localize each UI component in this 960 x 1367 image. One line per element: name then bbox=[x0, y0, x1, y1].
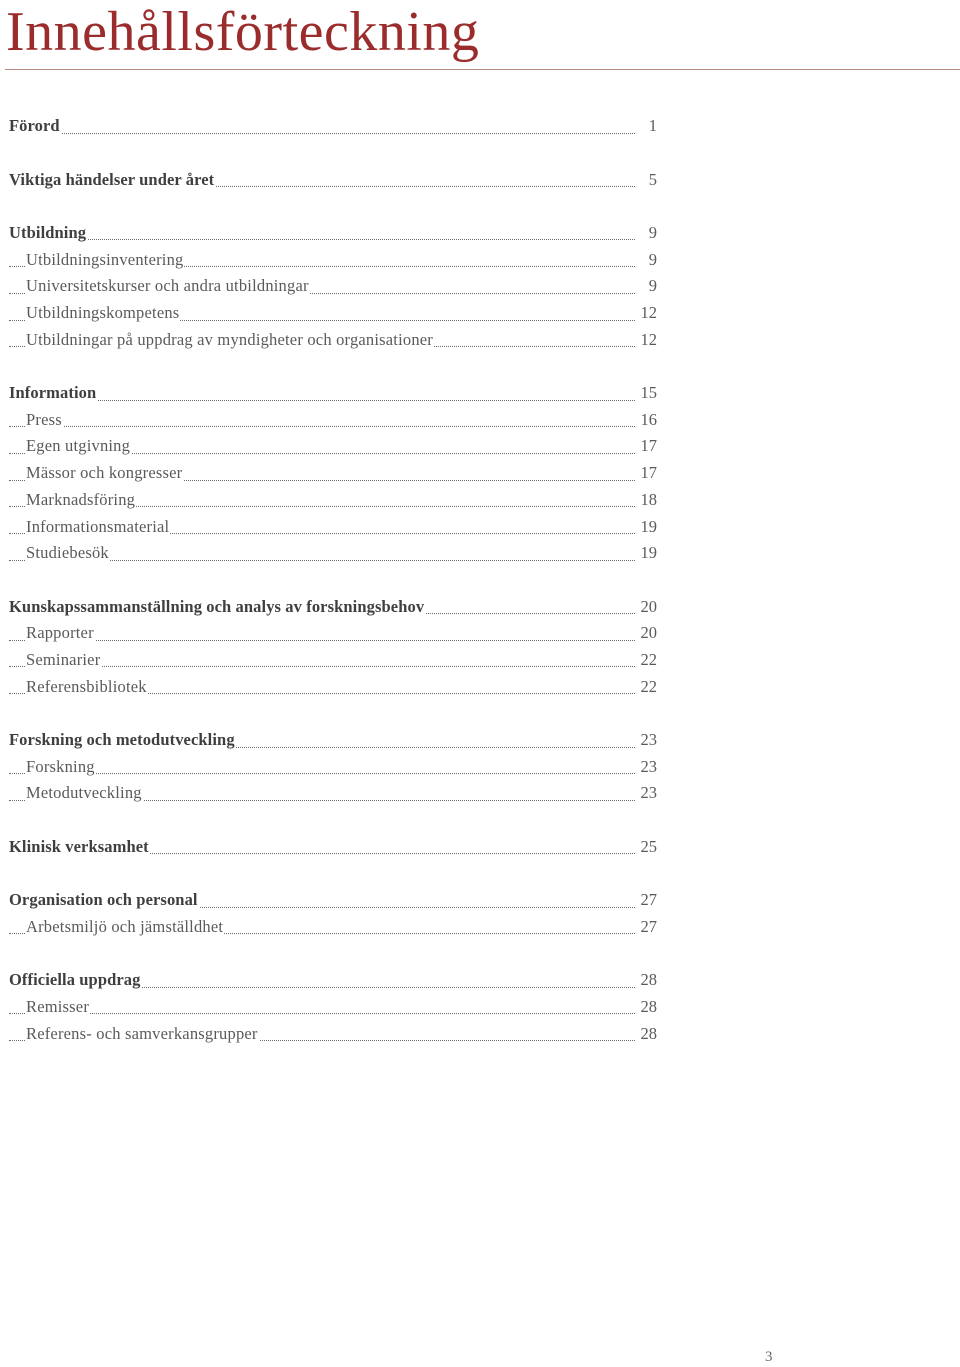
toc-entry-label: Mässor och kongresser bbox=[26, 463, 183, 483]
title-divider bbox=[5, 69, 960, 70]
toc-subentry[interactable] bbox=[0, 621, 657, 648]
toc-entry-page-number: 9 bbox=[648, 276, 657, 296]
toc-entry-label: Universitetskurser och andra utbildningar bbox=[26, 276, 309, 296]
dot-leader bbox=[9, 640, 635, 641]
toc-heading-entry[interactable] bbox=[0, 381, 657, 408]
page-title: Innehållsförteckning bbox=[6, 1, 480, 63]
toc-entry-page-number: 9 bbox=[648, 222, 657, 242]
toc-entry-page-number: 25 bbox=[640, 836, 657, 856]
toc-entry-label: Utbildningsinventering bbox=[26, 249, 184, 269]
toc-subentry[interactable] bbox=[0, 461, 657, 488]
dot-leader bbox=[9, 239, 635, 240]
toc-entry-label: Press bbox=[26, 409, 62, 429]
toc-entry-label: Egen utgivning bbox=[26, 436, 131, 456]
toc-entry-label: Viktiga händelser under året bbox=[9, 169, 215, 189]
toc-entry-page-number: 23 bbox=[640, 730, 657, 749]
dot-leader bbox=[9, 426, 635, 427]
toc-entry-page-number: 22 bbox=[640, 649, 657, 669]
toc-subentry[interactable] bbox=[0, 674, 657, 701]
toc-entry-label: Referens- och samverkansgrupper bbox=[26, 1023, 258, 1043]
toc-section bbox=[0, 728, 960, 808]
toc-section bbox=[0, 594, 960, 701]
toc-entry-page-number: 28 bbox=[640, 970, 657, 990]
toc-entry-label: Forskning bbox=[26, 756, 95, 776]
toc-subentry[interactable] bbox=[0, 755, 657, 782]
toc-entry-page-number: 20 bbox=[640, 596, 657, 616]
toc-subentry[interactable] bbox=[0, 915, 657, 942]
toc-entry-page-number: 22 bbox=[640, 676, 657, 696]
toc-entry-page-number: 28 bbox=[640, 1023, 657, 1043]
toc-subentry[interactable] bbox=[0, 541, 657, 568]
toc-heading-entry[interactable] bbox=[0, 167, 657, 194]
table-of-contents bbox=[0, 114, 960, 1075]
toc-heading-entry[interactable] bbox=[0, 221, 657, 248]
toc-entry-page-number: 5 bbox=[648, 169, 657, 189]
toc-subentry[interactable] bbox=[0, 488, 657, 515]
toc-subentry[interactable] bbox=[0, 648, 657, 675]
toc-section bbox=[0, 114, 960, 141]
toc-entry-page-number: 28 bbox=[640, 996, 657, 1016]
toc-entry-label: Klinisk verksamhet bbox=[9, 836, 149, 856]
toc-section bbox=[0, 968, 960, 1048]
toc-entry-label: Seminarier bbox=[26, 649, 101, 669]
toc-subentry[interactable] bbox=[0, 1021, 657, 1048]
toc-entry-page-number: 17 bbox=[640, 436, 657, 456]
dot-leader bbox=[9, 773, 635, 774]
toc-heading-entry[interactable] bbox=[0, 968, 657, 995]
toc-entry-label: Referensbibliotek bbox=[26, 676, 147, 696]
page-number: 3 bbox=[765, 1349, 773, 1365]
toc-entry-label: Utbildningskompetens bbox=[26, 303, 180, 322]
toc-entry-label: Remisser bbox=[26, 996, 90, 1016]
toc-entry-label: Kunskapssammanställning och analys av forskningsbehov bbox=[9, 596, 425, 616]
toc-entry-page-number: 1 bbox=[648, 116, 657, 136]
toc-entry-page-number: 27 bbox=[640, 916, 657, 936]
toc-entry-page-number: 23 bbox=[640, 756, 657, 776]
toc-entry-label: Officiella uppdrag bbox=[9, 970, 141, 990]
toc-section bbox=[0, 835, 960, 862]
toc-section bbox=[0, 221, 960, 354]
toc-entry-page-number: 20 bbox=[640, 623, 657, 643]
dot-leader bbox=[9, 666, 635, 667]
toc-entry-label: Marknadsföring bbox=[26, 489, 136, 509]
toc-subentry[interactable] bbox=[0, 408, 657, 435]
toc-subentry[interactable] bbox=[0, 274, 657, 301]
toc-entry-label: Forskning och metodutveckling bbox=[9, 730, 235, 749]
toc-subentry[interactable] bbox=[0, 514, 657, 541]
toc-entry-page-number: 9 bbox=[648, 249, 657, 269]
toc-entry-page-number: 12 bbox=[640, 303, 657, 322]
toc-heading-entry[interactable] bbox=[0, 114, 657, 141]
toc-subentry[interactable] bbox=[0, 328, 657, 355]
toc-section bbox=[0, 381, 960, 568]
toc-entry-label: Informationsmaterial bbox=[26, 516, 170, 536]
toc-subentry[interactable] bbox=[0, 247, 657, 274]
toc-entry-page-number: 23 bbox=[640, 783, 657, 803]
toc-entry-label: Studiebesök bbox=[26, 543, 109, 563]
toc-heading-entry[interactable] bbox=[0, 888, 657, 915]
toc-entry-page-number: 27 bbox=[640, 890, 657, 910]
toc-entry-label: Utbildning bbox=[9, 222, 87, 242]
dot-leader bbox=[9, 400, 635, 401]
dot-leader bbox=[9, 1013, 635, 1014]
toc-entry-label: Utbildningar på uppdrag av myndigheter och organisationer bbox=[26, 329, 433, 349]
toc-section bbox=[0, 888, 960, 941]
toc-entry-page-number: 19 bbox=[640, 543, 657, 563]
toc-entry-page-number: 15 bbox=[640, 383, 657, 403]
toc-subentry[interactable] bbox=[0, 434, 657, 461]
toc-entry-label: Information bbox=[9, 383, 97, 403]
toc-heading-entry[interactable] bbox=[0, 835, 657, 862]
toc-entry-page-number: 16 bbox=[640, 409, 657, 429]
toc-entry-label: Rapporter bbox=[26, 623, 94, 643]
toc-entry-label: Organisation och personal bbox=[9, 890, 198, 910]
toc-entry-label: Arbetsmiljö och jämställdhet bbox=[26, 916, 224, 936]
toc-subentry[interactable] bbox=[0, 301, 657, 328]
toc-subentry[interactable] bbox=[0, 995, 657, 1022]
dot-leader bbox=[9, 133, 635, 134]
toc-entry-page-number: 19 bbox=[640, 516, 657, 536]
toc-entry-page-number: 17 bbox=[640, 463, 657, 483]
toc-entry-label: Förord bbox=[9, 116, 60, 136]
toc-section bbox=[0, 167, 960, 194]
toc-entry-page-number: 12 bbox=[640, 329, 657, 349]
toc-heading-entry[interactable] bbox=[0, 594, 657, 621]
toc-heading-entry[interactable] bbox=[0, 728, 657, 755]
toc-entry-label: Metodutveckling bbox=[26, 783, 142, 803]
toc-subentry[interactable] bbox=[0, 781, 657, 808]
toc-entry-page-number: 18 bbox=[640, 489, 657, 509]
